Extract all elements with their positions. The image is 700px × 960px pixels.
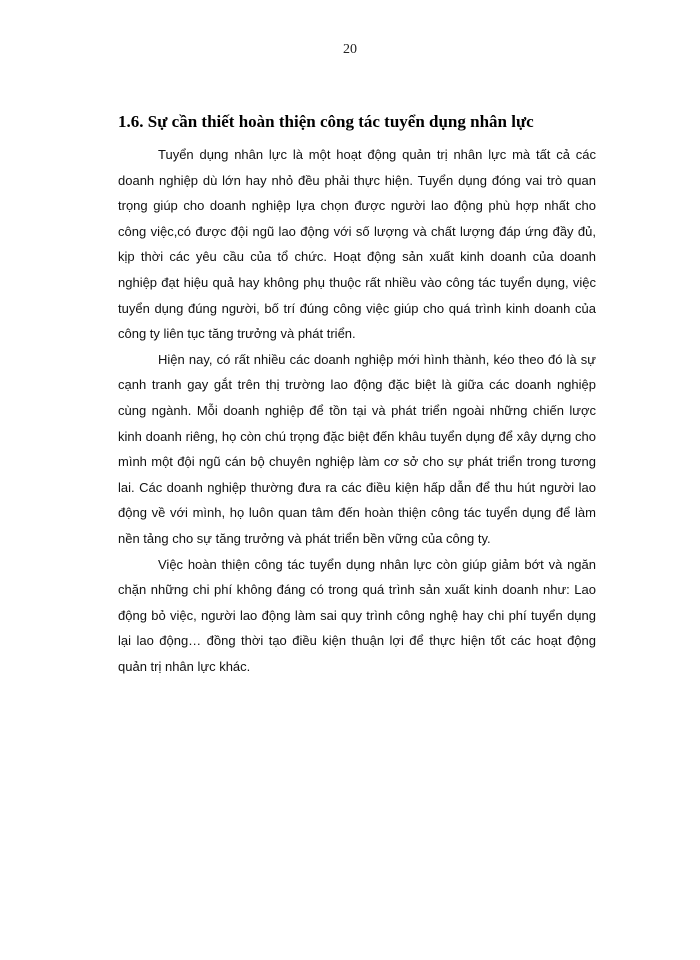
section-title: 1.6. Sự cần thiết hoàn thiện công tác tuyển dụng nhân lực (118, 112, 534, 131)
paragraph-competition: Hiện nay, có rất nhiều các doanh nghiệp mới hình thành, kéo theo đó là sự cạnh tranh gay gắt trên thị trường lao động đặc biệt là giữa các doanh nghiệp cùng ngành. Mỗi doanh nghiệp để tồn tại và phát triển ngoài những chiến lược kinh doanh riêng, họ còn chú trọng đặc biệt đến khâu tuyển dụng để xây dựng cho mình một đội ngũ cán bộ chuyên nghiệp làm cơ sở cho sự phát triển trong tương lai. Các doanh nghiệp thường đưa ra các điều kiện hấp dẫn để thu hút người lao động về với mình, họ luôn quan tâm đến hoàn thiện công tác tuyển dụng để làm nền tảng cho sự tăng trưởng và phát triển bền vững của công ty. (118, 351, 596, 546)
body-text (118, 142, 596, 679)
paragraph-recruitment-role: Tuyển dụng nhân lực là một hoạt động quản trị nhân lực mà tất cả các doanh nghiệp dù lớn hay nhỏ đều phải thực hiện. Tuyển dụng đóng vai trò quan trọng giúp cho doanh nghiệp lựa chọn được người lao động phù hợp nhất cho công việc,có được đội ngũ lao động với số lượng và chất lượng đáp ứng đầy đủ, kịp thời các yêu cầu của tổ chức. Hoạt động sản xuất kinh doanh của doanh nghiệp đạt hiệu quả hay không phụ thuộc rất nhiều vào công tác tuyển dụng, việc tuyển dụng đúng người, bố trí đúng công việc giúp cho quá trình kinh doanh của công ty liên tục tăng trưởng và phát triển. (118, 147, 596, 342)
paragraph-cost-reduction: Việc hoàn thiện công tác tuyển dụng nhân lực còn giúp giảm bớt và ngăn chặn những chi phí không đáng có trong quá trình sản xuất kinh doanh như: Lao động bỏ việc, người lao động làm sai quy trình công nghệ hay chi phí tuyển dụng lại lao động… đồng thời tạo điều kiện thuận lợi để thực hiện tốt các hoạt động quản trị nhân lực khác. (118, 556, 596, 674)
page-number: 20 (343, 42, 357, 57)
